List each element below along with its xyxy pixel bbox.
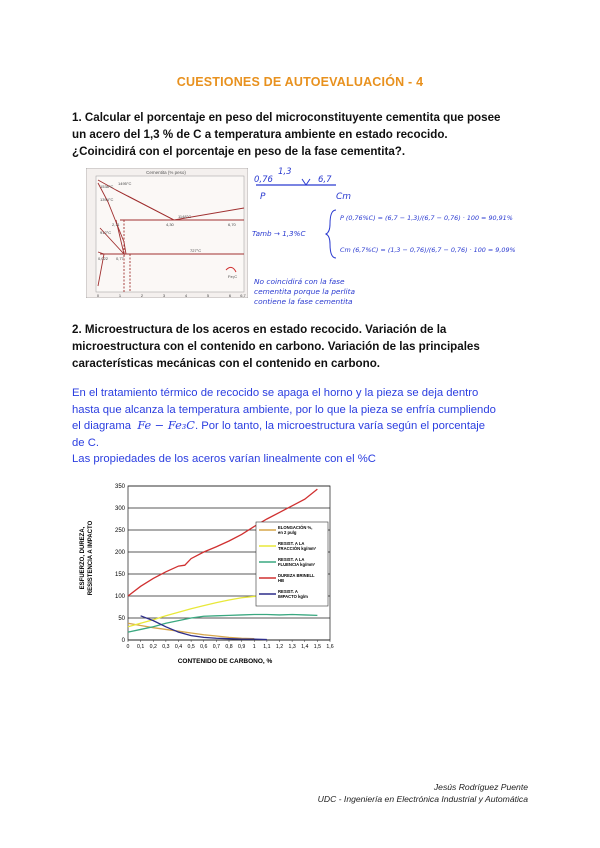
- chart-legend-label: DUREZA BRINELL: [278, 573, 315, 578]
- chart-y-label-1: ESFUERZO, DUREZA,: [80, 526, 86, 590]
- diagram-x-tick: 1: [118, 293, 122, 298]
- brace: [326, 210, 336, 258]
- diagram-label-211: 2,11: [112, 222, 120, 227]
- lever-mid-value: 1,3: [278, 167, 292, 177]
- tamb-label: Tamb → 1,3%C: [252, 229, 306, 238]
- chart-y-tick: 250: [114, 528, 125, 534]
- diagram-label-0022: 0,022: [98, 256, 109, 261]
- chart-y-tick: 100: [114, 594, 125, 600]
- question-2-line-2: microestructura con el contenido en carbono. Variación de las principales: [72, 340, 480, 353]
- diagram-x-tick: 2: [140, 293, 144, 298]
- answer-line-3: [72, 418, 542, 435]
- chart-x-tick: 0,8: [225, 644, 233, 650]
- lever-marker: [302, 179, 310, 185]
- chart-legend-label: HB: [278, 578, 285, 583]
- chart-x-tick: 1,1: [263, 644, 271, 650]
- answer-line-3-start: el diagrama: [72, 420, 132, 432]
- chart-x-tick: 1,4: [301, 644, 309, 650]
- chart-x-label: CONTENIDO DE CARBONO, %: [177, 658, 273, 665]
- diagram-label-670: 6,70: [228, 222, 236, 227]
- chart-x-tick: 1,6: [326, 644, 334, 650]
- chart-x-tick: 1,5: [313, 644, 321, 650]
- chart-x-tick: 0,4: [174, 644, 183, 650]
- chart-x-tick: 1: [252, 644, 256, 650]
- diagram-top-label: Cementita (% peso): [146, 170, 186, 175]
- chart-legend-label: ELONGACIÓN %,: [278, 525, 313, 530]
- question-1-line-2: un acero del 1,3 % de C a temperatura ambiente en estado recocido.: [72, 128, 448, 141]
- footer-author: Jesús Rodríguez Puente: [433, 782, 528, 792]
- lever-p-label: P: [260, 192, 266, 202]
- chart-legend-label: RESIST. A LA: [278, 541, 305, 546]
- note-line-3: contiene la fase cementita: [254, 297, 353, 306]
- question-1-line-1: 1. Calcular el porcentaje en peso del microconstituyente cementita que posee: [72, 111, 501, 124]
- footer-institution: UDC - Ingeniería en Electrónica Industrial y Automática: [317, 794, 528, 804]
- diagram-label-912: 912°C: [100, 230, 112, 235]
- chart-x-tick: 0,6: [200, 644, 208, 650]
- chart-x-tick: 0,7: [212, 644, 220, 650]
- chart-y-tick: 150: [114, 572, 125, 578]
- chart-y-tick: 200: [114, 550, 125, 556]
- diagram-x-tick: 0: [96, 293, 100, 298]
- answer-line-2: hasta que alcanza la temperatura ambiente, por lo que la pieza se enfría cumpliendo: [72, 403, 496, 416]
- answer-line-4: de C.: [72, 436, 100, 449]
- equation-perlite: P (0,76%C) = (6,7 − 1,3)/(6,7 − 0,76) · 100 = 90,91%: [340, 214, 513, 222]
- question-1: [72, 109, 532, 160]
- diagram-label-727: 727°C: [190, 248, 202, 253]
- answer-line-1: En el tratamiento térmico de recocido se apaga el horno y la pieza se deja dentro: [72, 387, 479, 399]
- chart-legend-label: IMPACTO kg/m: [278, 594, 308, 599]
- chart-legend-label: RESIST. A: [278, 589, 298, 594]
- chart-x-tick: 0,9: [238, 644, 246, 650]
- chart-legend-label: RESIST. A LA: [278, 557, 305, 562]
- diagram-label-1394: 1394°C: [100, 197, 114, 202]
- diagram-label-430: 4,30: [166, 222, 174, 227]
- chart-legend-label: en 2 pulg: [278, 530, 297, 535]
- answer-line-5: Las propiedades de los aceros varían linealmente con el %C: [72, 453, 376, 465]
- question-2: [72, 321, 532, 372]
- question-1-line-3: ¿Coincidirá con el porcentaje en peso de la fase cementita?.: [72, 145, 406, 158]
- footer: [318, 781, 528, 805]
- diagram-x-tick: 4: [184, 293, 188, 298]
- fe-c-phase-diagram: [86, 168, 248, 298]
- lever-left-value: 0,76: [254, 175, 273, 185]
- chart-y-label-2: RESISTENCIA A IMPACTO: [88, 520, 94, 596]
- chart-x-tick: 0,2: [149, 644, 157, 650]
- chart-y-tick: 0: [121, 638, 125, 644]
- answer-line-3-end: . Por lo tanto, la microestructura varía según el porcentaje: [194, 420, 486, 432]
- chart-x-tick: 1,2: [275, 644, 284, 650]
- diagram-label-077: 0,77: [116, 256, 124, 261]
- chart-x-tick: 0,5: [187, 644, 195, 650]
- diagram-x-tick: 3: [162, 293, 166, 298]
- chart-legend-label: TRACCIÓN kg/mm²: [278, 546, 317, 551]
- diagram-x-tick: 6,7: [240, 293, 246, 298]
- answer-2: [72, 385, 542, 468]
- diagram-x-tick: 5: [206, 293, 210, 298]
- diagram-x-tick: 6: [228, 293, 232, 298]
- lever-cm-label: Cm: [336, 192, 352, 202]
- chart-x-tick: 1,3: [288, 644, 296, 650]
- chart-x-tick: 0: [126, 644, 130, 650]
- diagram-label-1495: 1495°C: [118, 181, 132, 186]
- note-line-2: cementita porque la perlita: [254, 287, 356, 296]
- lever-right-value: 6,7: [318, 175, 332, 185]
- question-2-line-3: características mecánicas con el contenido en carbono.: [72, 357, 380, 370]
- diagram-label-1148: 1148°C: [178, 214, 192, 219]
- question-2-line-1: 2. Microestructura de los aceros en estado recocido. Variación de la: [72, 323, 447, 336]
- diagram-label-1538: 1538°C: [100, 184, 114, 189]
- note-line-1: No coincidirá con la fase: [254, 277, 345, 286]
- diagram-label-fe3c: Fe₃C: [228, 274, 238, 279]
- chart-x-tick: 0,1: [137, 644, 145, 650]
- chart-legend-label: FLUENCIA kg/mm²: [278, 562, 316, 567]
- equation-cementite: Cm (6,7%C) = (1,3 − 0,76)/(6,7 − 0,76) · 100 = 9,09%: [340, 246, 516, 254]
- chart-y-tick: 300: [114, 506, 125, 512]
- chart-y-tick: 350: [114, 484, 125, 490]
- chart-x-tick: 0,3: [162, 644, 170, 650]
- fe-fe3c-formula: Fe − Fe₃C: [137, 419, 195, 432]
- chart-y-tick: 50: [118, 616, 125, 622]
- steel-properties-chart: [70, 478, 350, 666]
- page-title: CUESTIONES DE AUTOEVALUACIÓN - 4: [176, 75, 424, 89]
- handwritten-solution: [252, 166, 524, 306]
